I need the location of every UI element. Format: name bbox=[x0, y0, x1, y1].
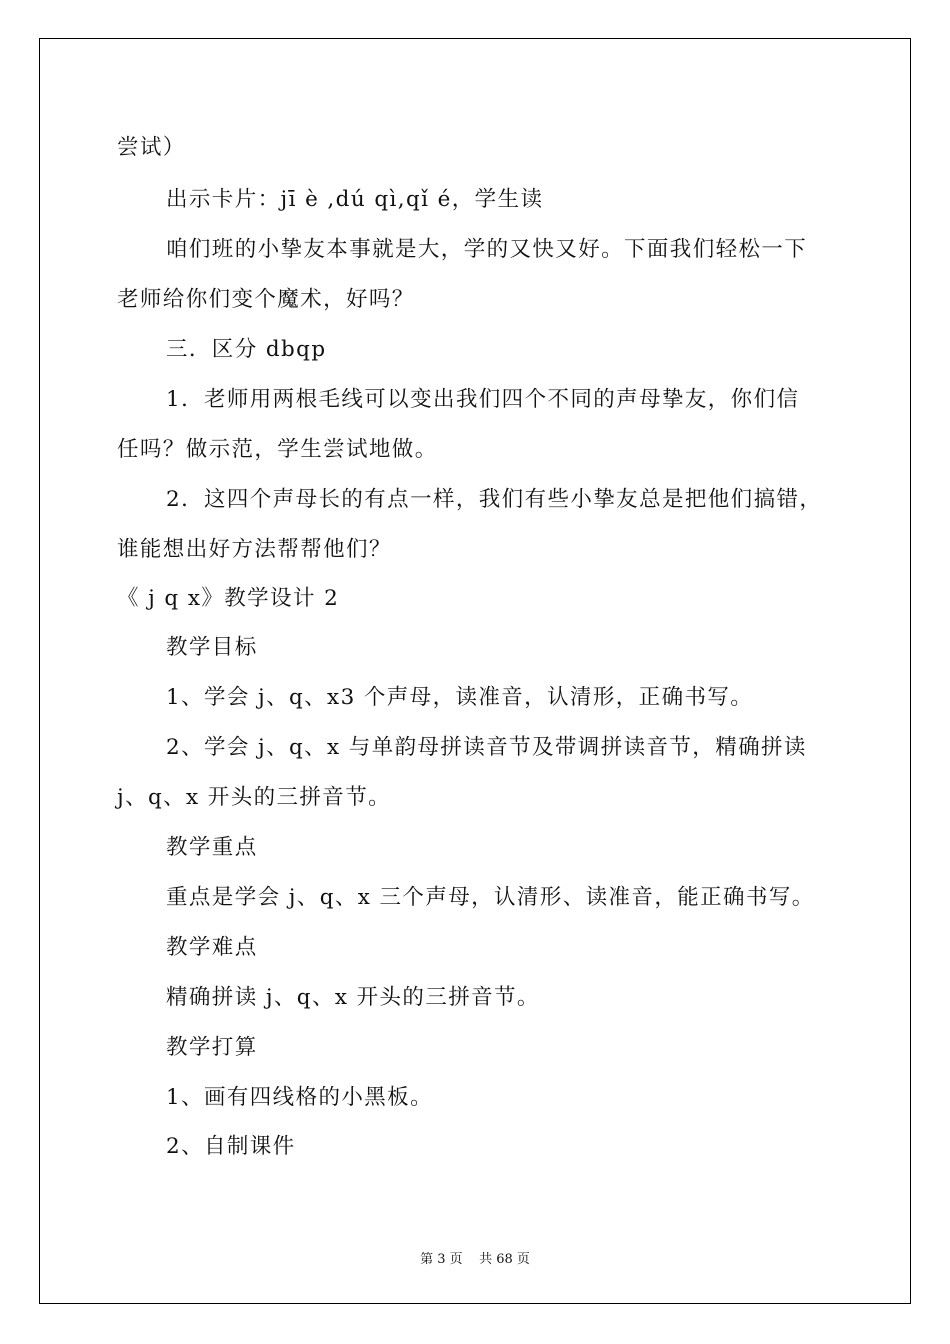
heading-preparation: 教学打算 bbox=[166, 1035, 258, 1060]
text-line-1: 尝试） bbox=[117, 135, 186, 160]
text-line-4: 老师给你们变个魔术，好吗？ bbox=[117, 287, 415, 312]
text-line-9: 谁能想出好方法帮帮他们？ bbox=[117, 537, 392, 562]
text-line-6: 1．老师用两根毛线可以变出我们四个不同的声母挚友，你们信 bbox=[166, 387, 800, 412]
heading-teaching-goals: 教学目标 bbox=[166, 635, 258, 660]
goal-item-2-continued: j、q、x 开头的三拼音节。 bbox=[117, 785, 391, 810]
text-line-2: 出示卡片：jī è ,dú qì,qǐ é，学生读 bbox=[166, 187, 544, 212]
goal-item-1: 1、学会 j、q、x3 个声母，读准音，认清形，正确书写。 bbox=[166, 685, 754, 710]
heading-difficulties: 教学难点 bbox=[166, 935, 258, 960]
document-title: 《 j q x》教学设计 2 bbox=[117, 586, 340, 611]
text-line-7: 任吗？做示范，学生尝试地做。 bbox=[117, 437, 438, 462]
key-points-text: 重点是学会 j、q、x 三个声母，认清形、读准音，能正确书写。 bbox=[166, 885, 815, 910]
text-line-3: 咱们班的小挚友本事就是大，学的又快又好。下面我们轻松一下 bbox=[166, 237, 808, 262]
section-heading-three: 三．区分 dbqp bbox=[166, 337, 327, 362]
heading-key-points: 教学重点 bbox=[166, 835, 258, 860]
goal-item-2: 2、学会 j、q、x 与单韵母拼读音节及带调拼读音节，精确拼读 bbox=[166, 735, 807, 760]
preparation-item-1: 1、画有四线格的小黑板。 bbox=[166, 1085, 433, 1110]
preparation-item-2: 2、自制课件 bbox=[166, 1134, 296, 1159]
page-border bbox=[39, 38, 911, 1304]
difficulties-text: 精确拼读 j、q、x 开头的三拼音节。 bbox=[166, 985, 540, 1010]
text-line-8: 2．这四个声母长的有点一样，我们有些小挚友总是把他们搞错， bbox=[166, 487, 823, 512]
page-number-footer: 第 3 页 共 68 页 bbox=[420, 1252, 530, 1267]
